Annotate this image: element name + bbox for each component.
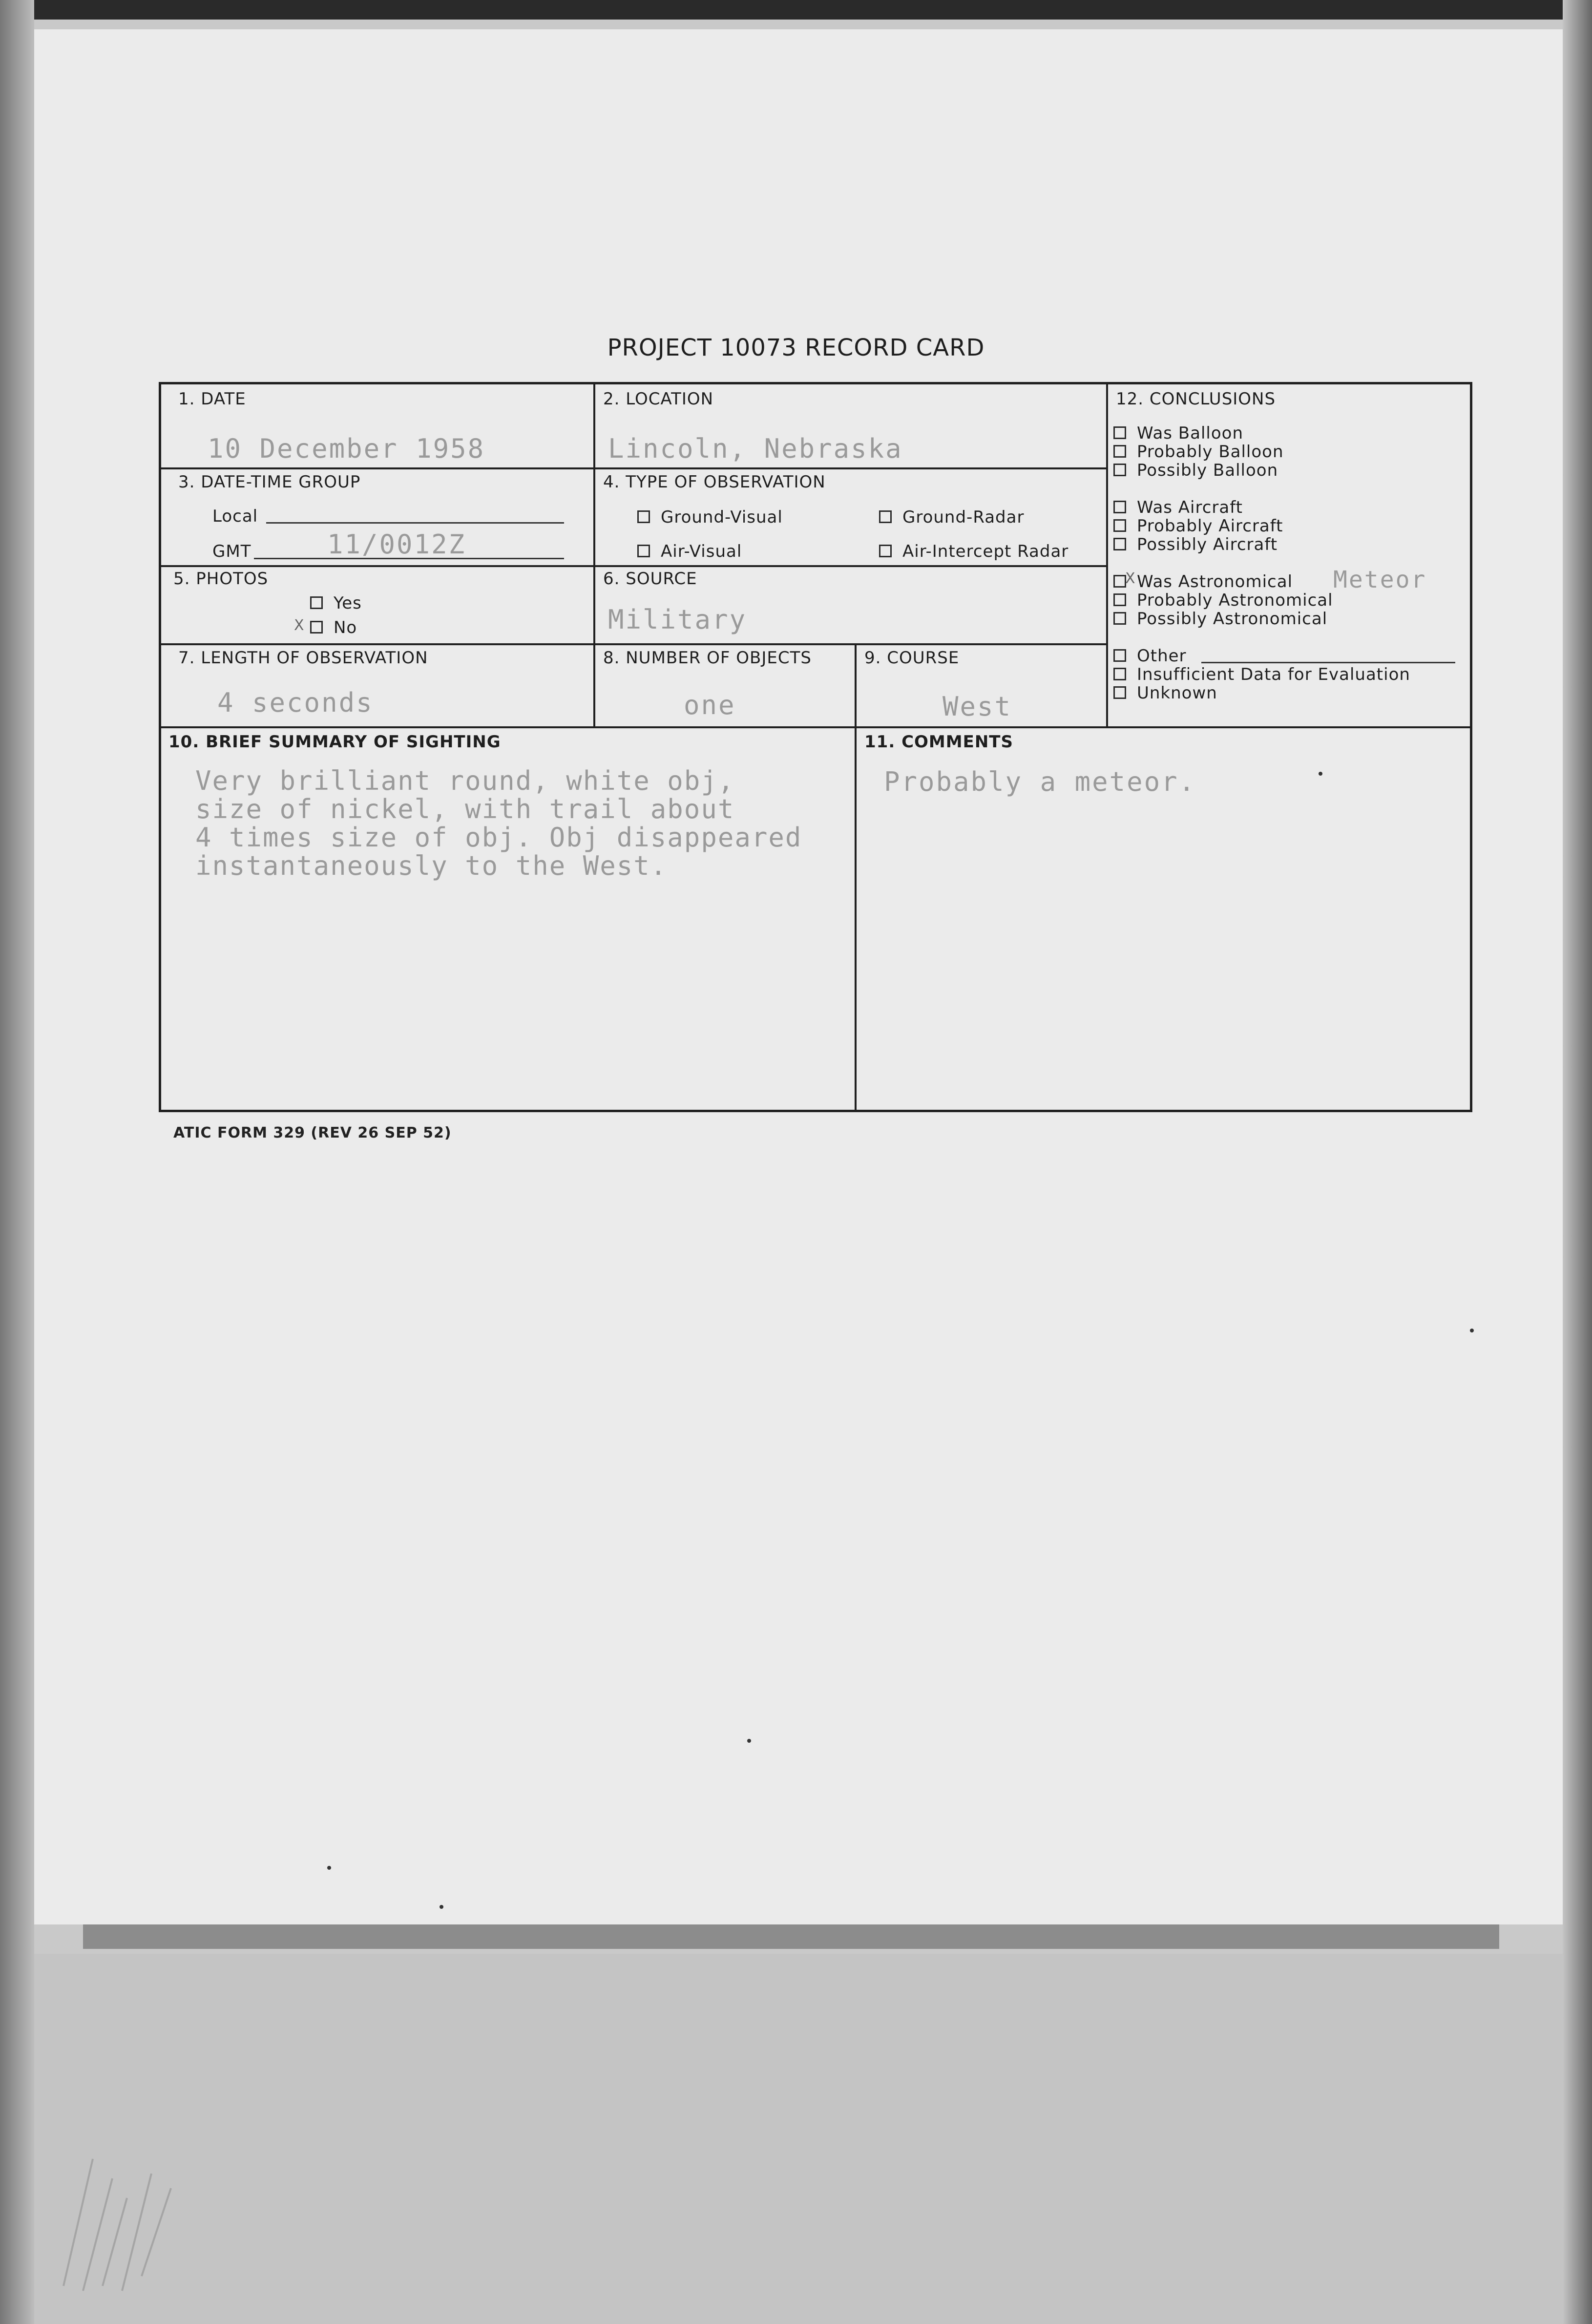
number-of-objects-label: 8. NUMBER OF OBJECTS [603,648,812,668]
dust-speck [747,1739,751,1743]
date-value: 10 December 1958 [208,433,485,464]
option-air-intercept-radar[interactable]: Air-Intercept Radar [879,542,1068,561]
astronomical-note: Meteor [1333,566,1427,593]
checkbox-icon [1113,575,1126,588]
checkbox-icon [310,621,323,634]
conclusion-was-balloon[interactable]: Was Balloon [1113,423,1243,443]
checkbox-icon [637,510,650,523]
local-line [266,522,564,524]
length-value: 4 seconds [217,687,374,718]
conclusion-was-astronomical[interactable]: Was Astronomical [1113,572,1293,592]
dust-speck [1319,772,1322,776]
photos-label: 5. PHOTOS [173,569,269,589]
type-of-observation-label: 4. TYPE OF OBSERVATION [603,472,826,492]
option-ground-visual[interactable]: Ground-Visual [637,507,783,527]
conclusions-label: 12. CONCLUSIONS [1116,389,1276,409]
checkbox-icon [310,596,323,609]
number-of-objects-value: one [684,690,736,720]
dust-speck [440,1905,443,1909]
conclusion-possibly-astronomical[interactable]: Possibly Astronomical [1113,609,1327,629]
summary-line: Very brilliant round, white obj, [195,765,735,796]
conclusion-probably-aircraft[interactable]: Probably Aircraft [1113,516,1283,536]
conclusion-was-aircraft[interactable]: Was Aircraft [1113,498,1243,517]
rule-col-left [593,384,595,726]
option-air-visual[interactable]: Air-Visual [637,542,742,561]
conclusion-probably-astronomical[interactable]: Probably Astronomical [1113,591,1333,610]
local-label: Local [212,507,258,526]
record-card [159,382,1472,1112]
conclusion-insufficient-data[interactable]: Insufficient Data for Evaluation [1113,665,1410,684]
film-edge-top [0,0,1592,20]
checkbox-icon [1113,426,1126,439]
card-title: PROJECT 10073 RECORD CARD [607,334,985,361]
checkbox-icon [879,545,892,557]
conclusion-possibly-balloon[interactable]: Possibly Balloon [1113,461,1278,480]
course-value: West [943,691,1012,722]
film-background [34,1954,1563,2324]
rule-row3 [161,643,1106,645]
checkbox-icon [1113,501,1126,513]
checkbox-icon [1113,686,1126,699]
comments-label: 11. COMMENTS [864,732,1013,752]
film-scratch-marks [54,2100,181,2296]
dust-speck [1470,1329,1474,1332]
summary-text [195,767,802,880]
checkbox-icon [1113,612,1126,625]
checkbox-icon [1113,668,1126,680]
dust-speck [327,1866,331,1870]
checkbox-icon [1113,445,1126,458]
source-value: Military [608,604,747,635]
checkbox-icon [1113,464,1126,476]
summary-line: size of nickel, with trail about [195,794,735,824]
rule-col-right [1106,384,1108,726]
rule-row1 [161,467,1106,469]
gmt-value: 11/0012Z [327,529,466,560]
checkbox-icon [879,510,892,523]
other-line [1201,662,1455,663]
astronomical-check-mark: X [1125,570,1135,587]
length-label: 7. LENGTH OF OBSERVATION [178,648,428,668]
conclusion-possibly-aircraft[interactable]: Possibly Aircraft [1113,535,1278,554]
summary-line: 4 times size of obj. Obj disappeared [195,822,802,853]
conclusion-unknown[interactable]: Unknown [1113,683,1217,703]
rule-row4 [161,726,1470,728]
checkbox-icon [1113,593,1126,606]
option-ground-radar[interactable]: Ground-Radar [879,507,1024,527]
course-label: 9. COURSE [864,648,960,668]
summary-line: instantaneously to the West. [195,850,668,881]
summary-label: 10. BRIEF SUMMARY OF SIGHTING [168,732,501,752]
date-label: 1. DATE [178,389,246,409]
location-label: 2. LOCATION [603,389,714,409]
checkbox-icon [1113,649,1126,662]
comments-value: Probably a meteor. [884,766,1196,797]
rule-col-bottom [855,726,857,1112]
photos-no-check-mark: X [294,617,304,634]
photos-yes-option[interactable]: Yes [310,593,362,613]
checkbox-icon [1113,519,1126,532]
rule-row2 [161,565,1106,567]
checkbox-icon [637,545,650,557]
conclusion-probably-balloon[interactable]: Probably Balloon [1113,442,1284,462]
date-time-group-label: 3. DATE-TIME GROUP [178,472,361,492]
photos-no-option[interactable]: No [310,618,357,637]
page-shadow [83,1924,1499,1949]
source-label: 6. SOURCE [603,569,697,589]
conclusion-other[interactable]: Other [1113,646,1187,666]
checkbox-icon [1113,538,1126,550]
gmt-label: GMT [212,542,251,561]
location-value: Lincoln, Nebraska [608,433,903,464]
rule-col-course [855,643,857,726]
form-footer: ATIC FORM 329 (REV 26 SEP 52) [173,1124,452,1141]
